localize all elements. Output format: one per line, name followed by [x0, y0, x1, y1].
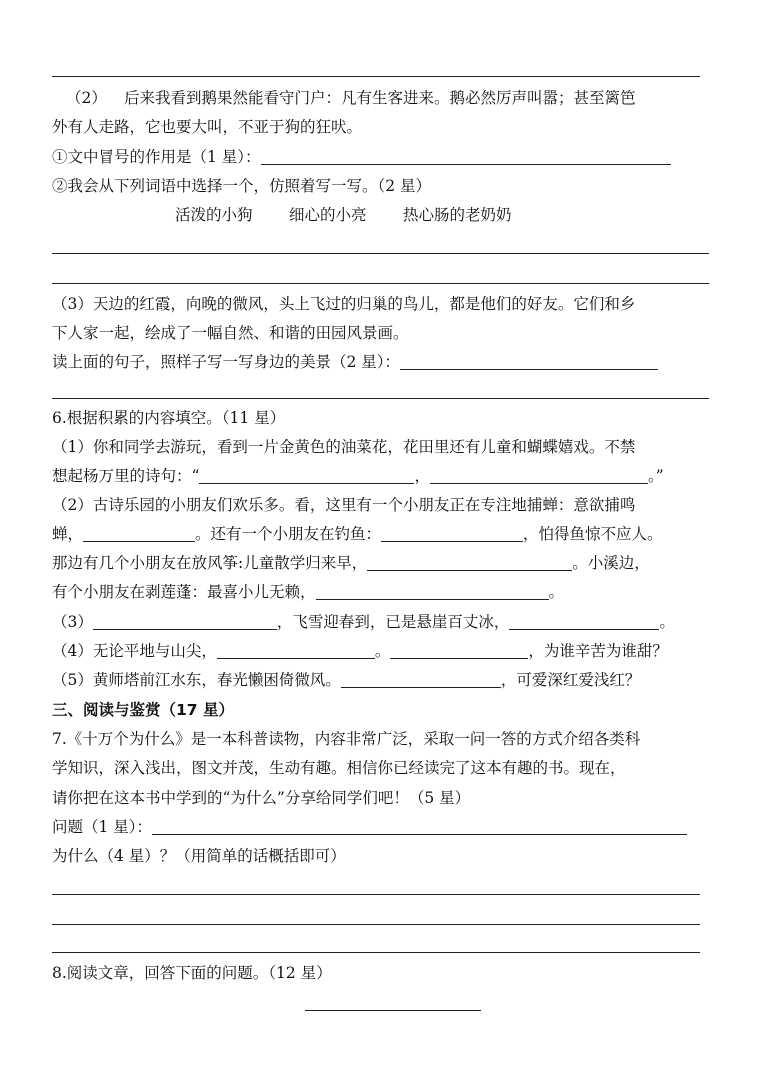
q2-answer-line-1[interactable] — [52, 253, 709, 254]
section-three-heading: 三、阅读与鉴赏（17 星） — [52, 701, 234, 719]
q6-p3-c: 。 — [659, 613, 675, 631]
article-title-blank[interactable] — [305, 1010, 481, 1011]
q8-title: 8.阅读文章，回答下面的问题。（12 星） — [52, 964, 332, 982]
q6-p4-b: 。 — [374, 642, 391, 660]
q6-p2-e: 。小溪边， — [572, 554, 650, 572]
plum-blank-2[interactable] — [509, 614, 659, 630]
q6-p2-line1: （2）古诗乐园的小朋友们欢乐多。看，这里有一个小朋友正在专注地捕蝉：意欲捕鸣 — [52, 496, 636, 514]
q7-line3: 请你把在这本书中学到的“为什么”分享给同学们吧！（5 星） — [52, 789, 471, 807]
lotus-blank[interactable] — [316, 584, 549, 600]
q6-p5 — [52, 670, 640, 690]
q3-text-line1: （3）天边的红霞，向晚的微风，头上飞过的归巢的鸟儿，都是他们的好友。它们和乡 — [52, 295, 636, 313]
q6-p3-b: ，飞雪迎春到，已是悬崖百丈冰， — [276, 613, 510, 631]
q6-p2-f: 有个小朋友在剥莲蓬：最喜小儿无赖， — [52, 583, 316, 601]
q6-p5-b: ，可爱深红爱浅红？ — [500, 671, 641, 689]
q6-p4 — [52, 641, 668, 661]
q3-answer-line[interactable] — [52, 398, 709, 399]
q6-p2-d: 那边有几个小朋友在放风筝:儿童散学归来早， — [52, 554, 368, 572]
plum-blank-1[interactable] — [93, 614, 277, 630]
kite-blank[interactable] — [367, 555, 572, 571]
catch-cicada-blank[interactable] — [83, 526, 195, 542]
q6-p1-line2 — [52, 466, 664, 486]
q6-p2-line3 — [52, 553, 650, 573]
q6-p4-c: ，为谁辛苦为谁甜？ — [528, 642, 668, 660]
q7-line1: 7.《十万个为什么》是一本科普读物，内容非常广泛，采取一问一答的方式介绍各类科 — [52, 730, 641, 748]
q7-question-blank[interactable] — [152, 819, 687, 835]
q2-answer-line-2[interactable] — [52, 283, 709, 284]
colon-function-answer-blank[interactable] — [261, 149, 671, 165]
q6-p1-sep: ， — [414, 467, 430, 485]
q2-text-line1: 后来我看到鹅果然能看守门户：凡有生客进来。鹅必然厉声叫嚣；甚至篱笆 — [124, 89, 636, 107]
q3-answer-blank[interactable] — [400, 354, 658, 370]
q6-p2-line2 — [52, 524, 663, 544]
bee-blank-1[interactable] — [217, 643, 375, 659]
q3-prompt — [52, 352, 658, 372]
q6-p2-g: 。 — [548, 583, 565, 601]
q2-option-2: 细心的小亮 — [289, 206, 367, 224]
q7-answer-line-2[interactable] — [52, 924, 700, 925]
q6-p2-c: ，怕得鱼惊不应人。 — [523, 525, 663, 543]
q6-p3 — [52, 612, 675, 632]
q3-text-line2: 下人家一起，绘成了一幅自然、和谐的田园风景画。 — [52, 324, 409, 342]
q6-p3-a: （3） — [52, 613, 93, 631]
q6-p2-b: 。还有一个小朋友在钓鱼： — [195, 525, 382, 543]
bee-blank-2[interactable] — [390, 643, 528, 659]
q7-line2: 学知识，深入浅出，图文并茂，生动有趣。相信你已经读完了这本有趣的书。现在， — [52, 759, 626, 777]
q6-p4-a: （4）无论平地与山尖， — [52, 642, 217, 660]
q6-title: 6.根据积累的内容填空。（11 星） — [52, 409, 286, 427]
q6-p1-end: 。” — [647, 467, 664, 485]
poem-blank-1[interactable] — [199, 468, 414, 484]
flower-blank[interactable] — [341, 672, 501, 688]
q2-text-line2: 外有人走路，它也要大叫，不亚于狗的狂吠。 — [52, 118, 363, 136]
q2-option-1: 活泼的小狗 — [175, 206, 253, 224]
top-answer-line[interactable] — [52, 76, 700, 77]
q6-p1-line1: （1）你和同学去游玩，看到一片金黄色的油菜花，花田里还有儿童和蝴蝶嬉戏。不禁 — [52, 438, 636, 456]
q6-p2-a: 蝉， — [52, 525, 84, 543]
q6-p1-prefix: 想起杨万里的诗句：“ — [52, 467, 200, 485]
q7-answer-line-3[interactable] — [52, 952, 700, 953]
q7-why: 为什么（4 星）？（用简单的话概括即可） — [52, 847, 346, 865]
q7-question-label: 问题（1 星）： — [52, 818, 153, 836]
q6-p2-line4 — [52, 582, 564, 602]
q2-option-3: 热心肠的老奶奶 — [403, 206, 512, 224]
q2-number: （2） — [66, 89, 107, 107]
q2-sub1 — [52, 147, 671, 167]
q6-p5-a: （5）黄师塔前江水东，春光懒困倚微风。 — [52, 671, 341, 689]
poem-blank-2[interactable] — [430, 468, 648, 484]
q2-sub1-label: ①文中冒号的作用是（1 星）： — [52, 148, 261, 166]
q2-sub2: ②我会从下列词语中选择一个，仿照着写一写。（2 星） — [52, 177, 432, 195]
fishing-blank[interactable] — [381, 526, 523, 542]
q7-question — [52, 817, 687, 837]
q7-answer-line-1[interactable] — [52, 894, 700, 895]
q3-prompt-label: 读上面的句子，照样子写一写身边的美景（2 星）： — [52, 353, 401, 371]
